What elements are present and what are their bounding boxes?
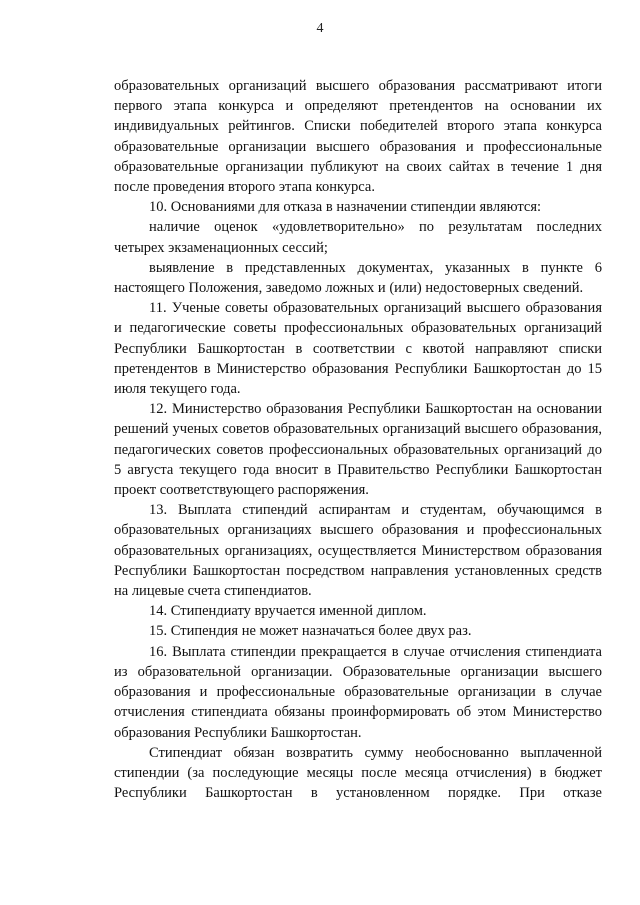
paragraph-10-heading: 10. Основаниями для отказа в назначении стипендии являются: [149,199,542,216]
paragraph-15: 15. Стипендия не может назначаться более двух раз. [149,623,472,640]
paragraph-12: 12. Министерство образования Республики Башкортостан на основании решений ученых советов образовательных организаций высшего образования, педагогических советов профессиональных образовательных организаций до 5 августа текущего года вносит в Правительство Республики Башкортостан проект соответствующего распоряжения. [114,401,602,499]
paragraph-13: 13. Выплата стипендий аспирантам и студентам, обучающимся в образовательных организациях высшего образования и профессиональных образовательных организациях, осуществляется Министерством образования Республики Башкортостан посредством направления установленных средств на лицевые счета стипендиатов. [114,502,602,600]
paragraph-10-item-false-info: выявление в представленных документах, указанных в пункте 6 настоящего Положения, заведомо ложных и (или) недостоверных сведений. [114,259,602,297]
paragraph-continuation: образовательных организаций высшего образования рассматривают итоги первого этапа конкурса и определяют претендентов на основании их индивидуальных рейтингов. Списки победителей второго этапа конкурса образовательные организации высшего образования и профессиональные образовательные организации публикуют на своих сайтах в течение 1 дня после проведения второго этапа конкурса. [114,78,602,196]
paragraph-14: 14. Стипендиату вручается именной диплом. [149,603,427,620]
document-body [114,76,602,803]
paragraph-10-item-grades: наличие оценок «удовлетворительно» по результатам последних четырех экзаменационных сессий; [114,219,602,256]
paragraph-16: 16. Выплата стипендии прекращается в случае отчисления стипендиата из образовательной организации. Образовательные организации высшего образования и профессиональные образовательные организации в случае отчисления стипендиата обязаны проинформировать об этом Министерство образования Республики Башкортостан. [114,643,602,741]
page-number: 4 [316,21,324,36]
paragraph-11: 11. Ученые советы образовательных организаций высшего образования и педагогические советы профессиональных образовательных организаций Республики Башкортостан в соответствии с квотой направляют списки претендентов в Министерство образования Республики Башкортостан до 15 июля текущего года. [114,300,602,398]
paragraph-refund: Стипендиат обязан возвратить сумму необоснованно выплаченной стипендии (за последующие месяцы после месяца отчисления) в бюджет Республики Башкортостан в установленном порядке. При отказе [114,744,602,802]
